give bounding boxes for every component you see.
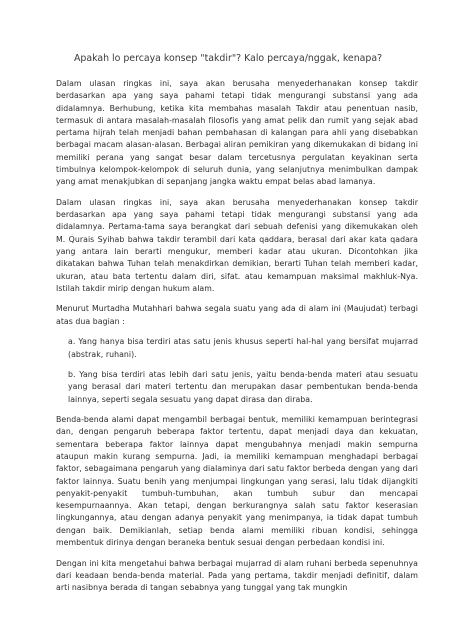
document-body (56, 78, 418, 603)
list-item: a. Yang hanya bisa terdiri atas satu jenis khusus seperti hal-hal yang bersifat mujarrad (abstrak, ruhani). (68, 337, 418, 359)
paragraph: Dengan ini kita mengetahui bahwa berbagai mujarrad di alam ruhani berbeda sepenuhnya dari keadaan benda-benda material. Pada yang pertama, takdir menjadi definitif, dalam arti nasibnya berada di tangan sebabnya yang tunggal yang tak mungkin (56, 558, 418, 593)
question-heading: Apakah lo percaya konsep "takdir"? Kalo percaya/nggak, kenapa? (74, 53, 383, 64)
paragraph: Dalam ulasan ringkas ini, saya akan berusaha menyederhanakan konsep takdir berdasarkan apa yang saya pahami tetapi tidak mengurangi substansi yang ada didalamnya. Berhubung, ketika kita membahas masalah Takdir atau penentuan nasib, termasuk di antara masalah-masalah filosofis yang amat pelik dan rumit yang sejak abad pertama hijrah telah menjadi bahan pembahasan di kalangan para ahli yang disebabkan berbagai macam alasan-alasan. Berbagai aliran pemikiran yang dikemukakan di bidang ini memiliki perana yang sangat besar dalam tercetusnya pergulatan keyakinan serta timbulnya kelompok-kelompok di seluruh dunia, yang selanjutnya menimbulkan dampak yang amat menakjubkan di sepanjang jangka waktu empat belas abad lamanya. (56, 79, 418, 187)
list-item: b. Yang bisa terdiri atas lebih dari satu jenis, yaitu benda-benda materi atau sesuatu yang berasal dari materi tertentu dan merupakan dasar pembentukan benda-benda lainnya, seperti segala sesuatu yang dapat dirasa dan diraba. (68, 369, 418, 404)
paragraph: Benda-benda alami dapat mengambil berbagai bentuk, memiliki kemampuan berintegrasi dan, dengan pengaruh beberapa faktor tertentu, dapat menjadi daya dan kekuatan, sementara beberapa faktor lainnya dapat mengubahnya menjadi makin sempurna ataupun makin kurang sempurna. Jadi, ia memiliki kemampuan menghadapi berbagai faktor, sebagaimana pengaruh yang dialaminya dari satu faktor berbeda dengan yang dari faktor lainnya. Suatu benih yang menjumpai lingkungan yang serasi, lalu tidak dijangkiti penyakit-penyakit tumbuh-tumbuhan, akan tumbuh subur dan mencapai kesempurnaannya. Akan tetapi, dengan berkurangnya salah satu faktor keserasian lingkungannya, atau dengan adanya penyakit yang menimpanya, ia tidak dapat tumbuh dengan baik. Demikianlah, setiap benda alami memiliki ribuan kondisi, sehingga membentuk dirinya dengan beraneka bentuk sesuai dengan perbedaan kondisi ini. (56, 415, 418, 548)
paragraph: Menurut Murtadha Mutahhari bahwa segala suatu yang ada di alam ini (Maujudat) terbagi atas dua bagian : (56, 304, 418, 326)
paragraph: Dalam ulasan ringkas ini, saya akan berusaha menyederhanakan konsep takdir berdasarkan apa yang saya pahami tetapi tidak mengurangi substansi yang ada didalamnya. Pertama-tama saya berangkat dari sebuah defenisi yang dikemukakan oleh M. Qurais Syihab bahwa takdir terambil dari kata qaddara, berasal dari akar kata qadara yang antara lain berarti mengukur, memberi kadar atau ukuran. Dicontohkan jika dikatakan bahwa Tuhan telah menakdirkan demikian, berarti Tuhan telah memberi kadar, ukuran, atau bata tertentu dalam diri, sifat. atau kemampuan maksimal makhluk-Nya. Istilah takdir mirip dengan hukum alam. (56, 197, 418, 293)
